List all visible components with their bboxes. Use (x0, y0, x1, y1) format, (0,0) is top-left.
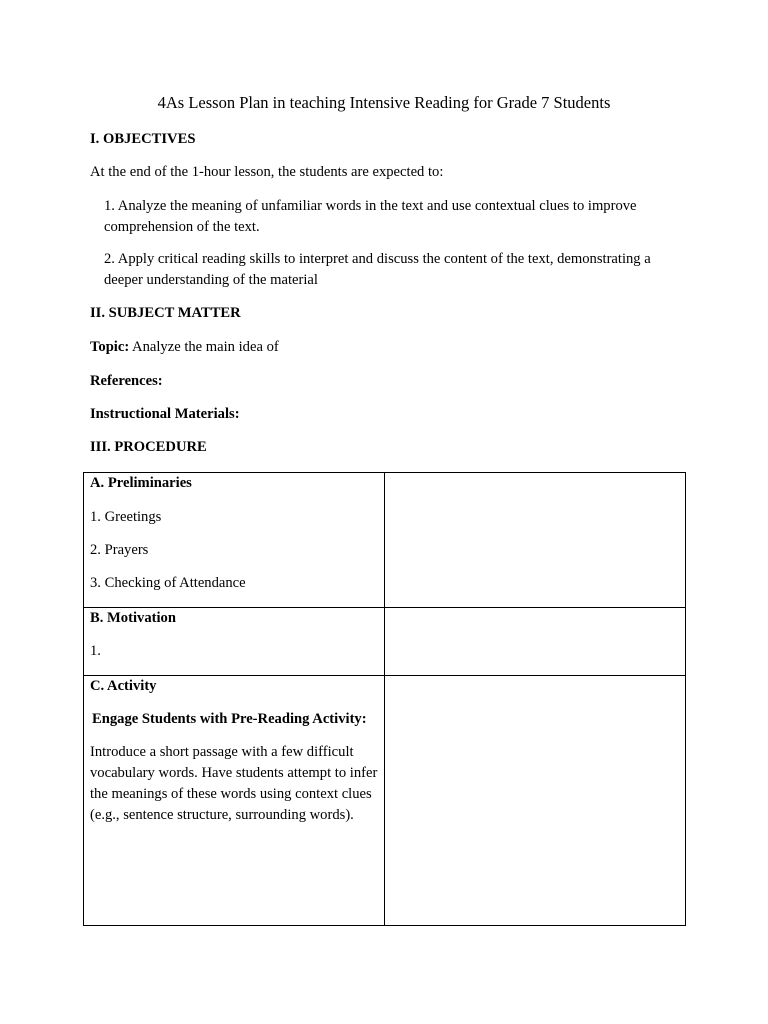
activity-heading: C. Activity (90, 678, 157, 694)
activity-subheading: Engage Students with Pre-Reading Activity: (92, 711, 367, 727)
preliminaries-cell (84, 473, 385, 608)
objectives-heading: I. OBJECTIVES (90, 131, 196, 147)
instructional-materials-label: Instructional Materials: (90, 406, 240, 422)
motivation-cell (84, 608, 385, 676)
table-row (84, 608, 686, 676)
list-item: 3. Checking of Attendance (90, 575, 246, 591)
objective-item-1: 1. Analyze the meaning of unfamiliar words in the text and use contextual clues to improve comprehension of the text. (104, 198, 637, 235)
preliminaries-heading: A. Preliminaries (90, 475, 192, 491)
activity-description: Introduce a short passage with a few difficult vocabulary words. Have students attempt to infer the meanings of these words using context clues (e.g., sentence structure, surrounding words). (90, 744, 378, 823)
topic-value: Analyze the main idea of (129, 339, 279, 355)
document-title: 4As Lesson Plan in teaching Intensive Reading for Grade 7 Students (157, 93, 611, 112)
list-item: 2. Prayers (90, 542, 149, 558)
procedure-table (83, 472, 686, 926)
procedure-heading: III. PROCEDURE (90, 439, 207, 455)
references-label: References: (90, 373, 163, 389)
activity-cell (84, 676, 385, 926)
table-row (84, 473, 686, 608)
subject-matter-heading: II. SUBJECT MATTER (90, 305, 241, 321)
motivation-heading: B. Motivation (90, 610, 176, 626)
objective-item-2: 2. Apply critical reading skills to interpret and discuss the content of the text, demonstrating a deeper understanding of the material (104, 251, 651, 288)
table-row (84, 676, 686, 926)
activity-notes-cell (385, 676, 686, 926)
list-item: 1. (90, 643, 101, 659)
list-item: 1. Greetings (90, 509, 162, 525)
preliminaries-notes-cell (385, 473, 686, 608)
motivation-notes-cell (385, 608, 686, 676)
objectives-intro: At the end of the 1-hour lesson, the students are expected to: (90, 164, 444, 180)
topic-label: Topic: (90, 339, 130, 355)
topic-line (90, 337, 279, 358)
